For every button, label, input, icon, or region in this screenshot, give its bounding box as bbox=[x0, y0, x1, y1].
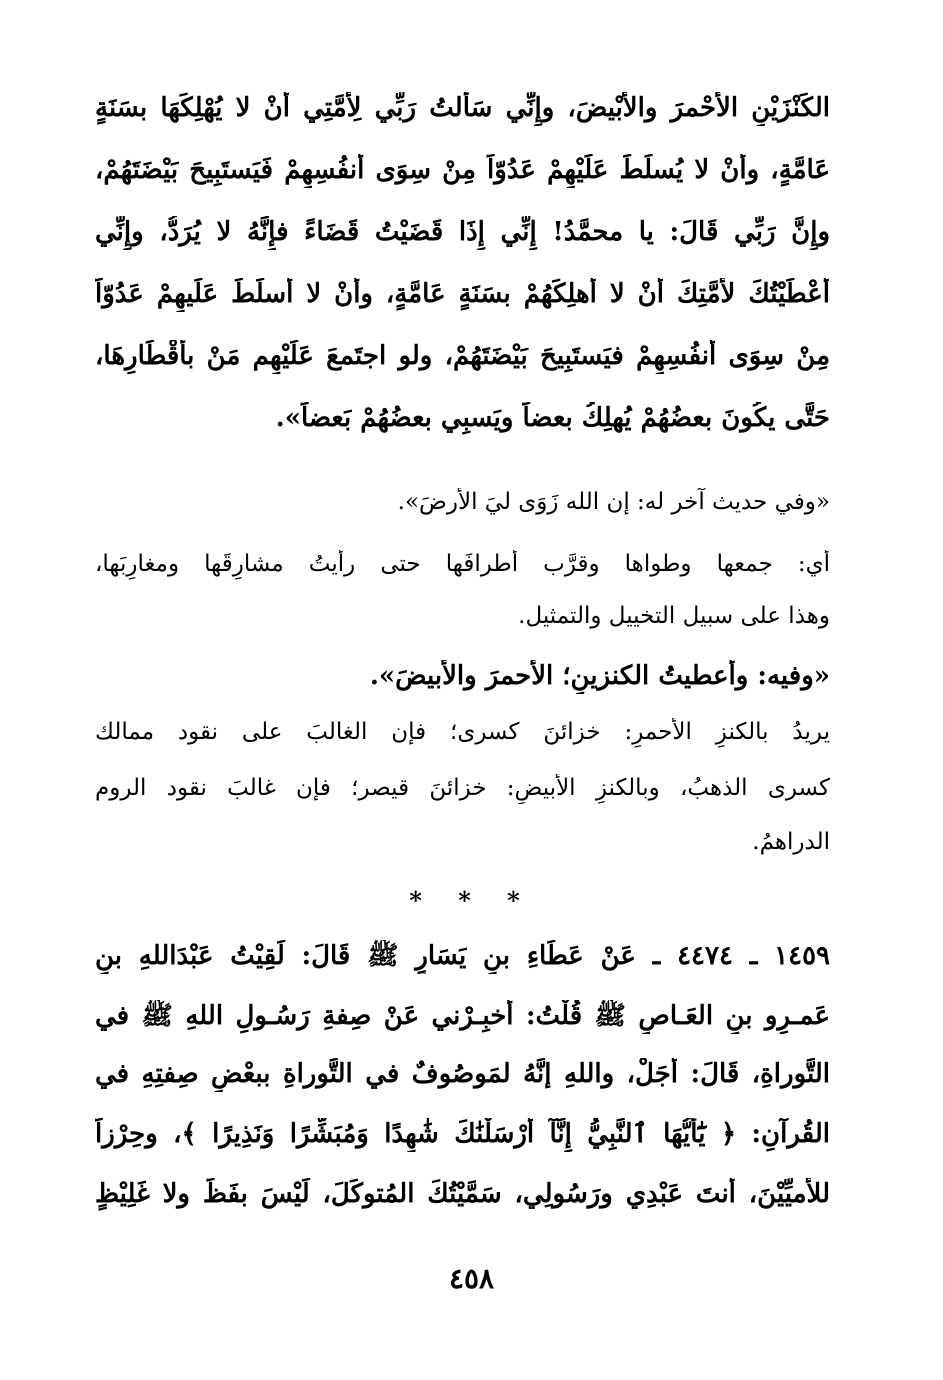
commentary-line: أي: جمعها وطواها وقرَّب أطرافَها حتى رأيتُ مشارِقَها ومغارِبَها، bbox=[95, 551, 830, 577]
text-line: للأُميِّيْنَ، أَنتَ عَبْدِي ورَسُولِي، سَمَّيْتُكَ المُتوكِّلَ، لَيْسَ بفَظٍّ ولا غَلِيْظٍ bbox=[95, 1179, 830, 1209]
text-line: القُرآنِ: ﴿ يَٰٓأَيُّهَا ٱلنَّبِيُّ إِنَّآ أَرْسَلْنَٰكَ شَٰهِدًا وَمُبَشِّرًا وَنَذِيرًا ﴾، وحِرْزاً bbox=[95, 1119, 830, 1149]
text-line: ١٤٥٩ ـ ٤٤٧٤ ـ عَنْ عَطَاءِ بنِ يَسَارٍ ﷺ قَالَ: لَقِيْتُ عَبْدَاللهِ بنِ bbox=[95, 941, 830, 971]
commentary-quote-line: «وفيه: وأُعطيتُ الكنزينِ؛ الأحمرَ والأبيضَ». bbox=[369, 661, 830, 691]
text-line: الكَنْزَيْنِ الأَحْمرَ والأَبْيضَ، وإِنِّي سَأَلتُ رَبِّي لِأُمَّتِي أَنْ لا يُهْلِكَهَا بسَنَةٍ bbox=[95, 93, 830, 123]
text-line: عَامَّةٍ، وأَنْ لا يُسلِّطَ عَلَيْهِمْ عَدُوّاً مِنْ سِوَى أنفُسِهِمْ فَيَستَبِيحَ بَيْضَتَهُمْ، bbox=[95, 155, 830, 185]
commentary-line: الدراهمُ. bbox=[752, 829, 830, 855]
section-separator: * * * bbox=[409, 886, 534, 915]
text-line: التَّوراةِ، قَالَ: أجَلْ، واللهِ إنَّهُ لمَوصُوفٌ في التَّوراةِ ببعْضِ صِفتِهِ في bbox=[95, 1059, 830, 1089]
page-number: ٤٥٨ bbox=[448, 1262, 495, 1295]
text-line: مِنْ سِوَى أنفُسِهِمْ فيَستَبِيحَ بَيْضَتَهُمْ، ولو اجتَمعَ عَلَيْهِم مَنْ بأَقْطَارِهَا، bbox=[95, 341, 830, 371]
text-line: أَعْطَيْتُكَ لأُمَّتِكَ أَنْ لا أُهلِكَهُمْ بسَنَةٍ عَامَّةٍ، وأَنْ لا أُسلِّطَ عَلَيهِمْ عَدُوّاً bbox=[95, 279, 830, 309]
commentary-line: «وفي حديث آخر له: إن الله زَوَى ليَ الأرضَ». bbox=[397, 489, 830, 515]
commentary-line: كسرى الذهبُ، وبالكنزِ الأبيضِ: خزائنَ قيصر؛ فإن غالبَ نقود الروم bbox=[95, 775, 830, 801]
commentary-line: وهذا على سبيل التخييل والتمثيل. bbox=[518, 603, 830, 629]
text-line: وإِنَّ رَبِّي قَالَ: يا محمَّدُ! إِنِّي إِذَا قَضَيْتُ قَضَاءً فإِنَّهُ لا يُرَدُّ، وإِنِّي bbox=[95, 217, 830, 247]
text-line: عَمـرِو بنِ العَـاصِ ﷺ قُلْتُ: أخبِـرْني عَنْ صِفةِ رَسُـولِ اللهِ ﷺ في bbox=[95, 1001, 830, 1031]
commentary-line: يريدُ بالكنزِ الأحمرِ: خزائنَ كسرى؛ فإن الغالبَ على نقود ممالك bbox=[95, 719, 830, 745]
text-line: حَتَّى يكُونَ بعضُهُمْ يُهلِكُ بعضاً ويَسبِي بعضُهُمْ بَعضاً». bbox=[275, 403, 830, 433]
